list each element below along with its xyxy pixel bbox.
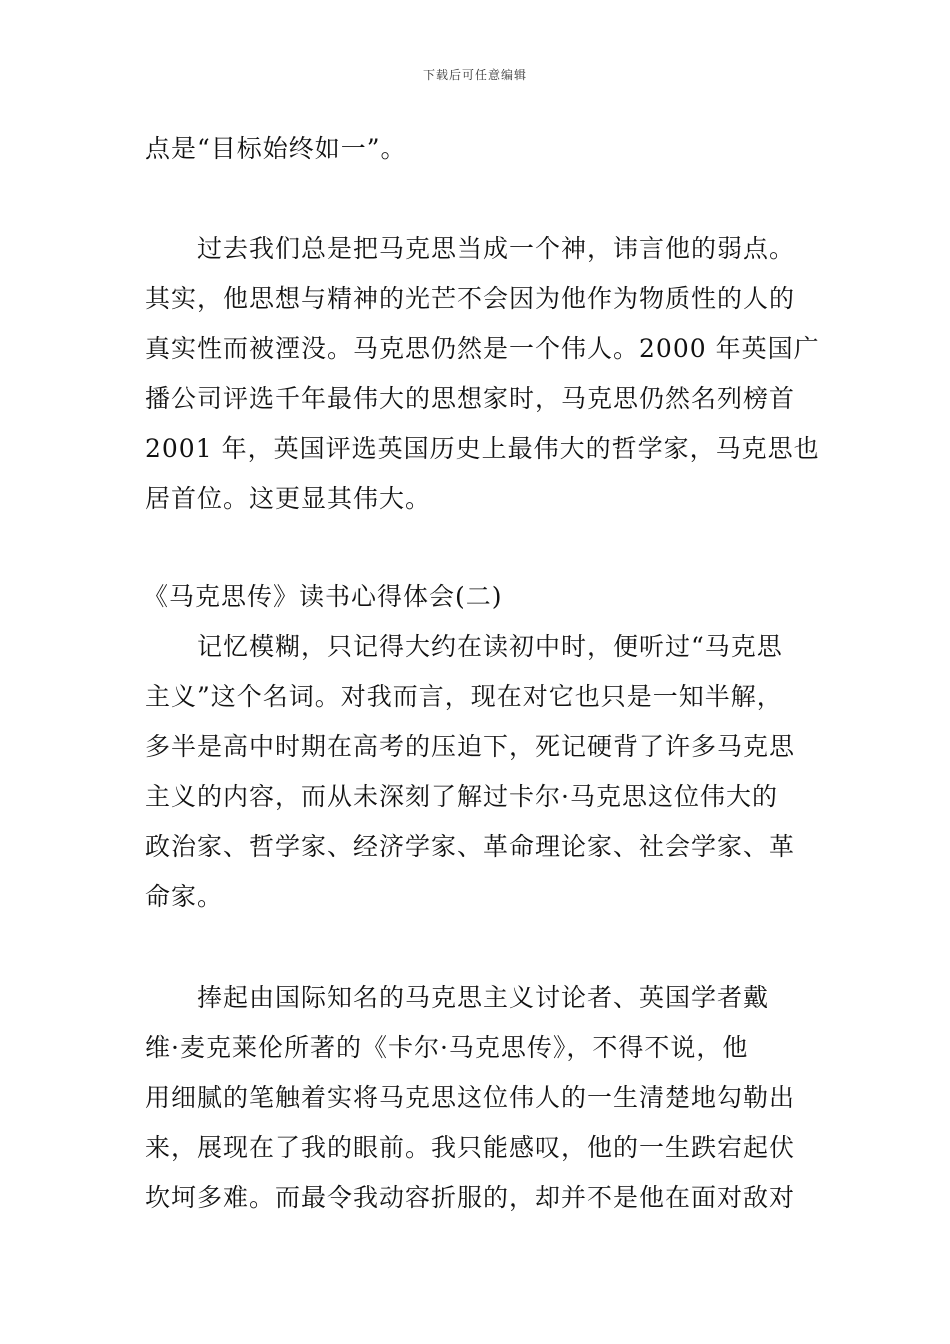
text-line: 命家。 [145, 882, 224, 911]
text-line: 主义”这个名词。对我而言，现在对它也只是一知半解， [145, 682, 783, 711]
text-line: 用细腻的笔触着实将马克思这位伟人的一生清楚地勾勒出 [145, 1083, 796, 1112]
text-line: 来，展现在了我的眼前。我只能感叹，他的一生跌宕起伏 [145, 1133, 796, 1162]
text-line: 过去我们总是把马克思当成一个神，讳言他的弱点。 [197, 234, 796, 263]
text-line: 政治家、哲学家、经济学家、革命理论家、社会学家、革 [145, 832, 796, 861]
text-line: 播公司评选千年最伟大的思想家时，马克思仍然名列榜首 [145, 384, 796, 413]
section-title: 《马克思传》读书心得体会(二) [143, 582, 503, 611]
text-line: 点是“目标始终如一”。 [145, 134, 407, 163]
text-line: 居首位。这更显其伟大。 [145, 484, 432, 513]
text-line: 多半是高中时期在高考的压迫下，死记硬背了许多马克思 [145, 732, 796, 761]
text-line: 其实，他思想与精神的光芒不会因为他作为物质性的人的 [145, 284, 796, 313]
text-line: 捧起由国际知名的马克思主义讨论者、英国学者戴 [197, 983, 770, 1012]
text-line: 2001 年，英国评选英国历史上最伟大的哲学家，马克思也 [145, 434, 820, 463]
text-line: 真实性而被湮没。马克思仍然是一个伟人。2000 年英国广 [145, 334, 820, 363]
text-line: 记忆模糊，只记得大约在读初中时，便听过“马克思 [197, 632, 783, 661]
text-line: 维·麦克莱伦所著的《卡尔·马克思传》，不得不说，他 [145, 1033, 749, 1062]
text-line: 主义的内容，而从未深刻了解过卡尔·马克思这位伟大的 [145, 782, 778, 811]
page-header: 下载后可任意编辑 [422, 68, 527, 82]
text-line: 坎坷多难。而最令我动容折服的，却并不是他在面对敌对 [145, 1183, 796, 1212]
